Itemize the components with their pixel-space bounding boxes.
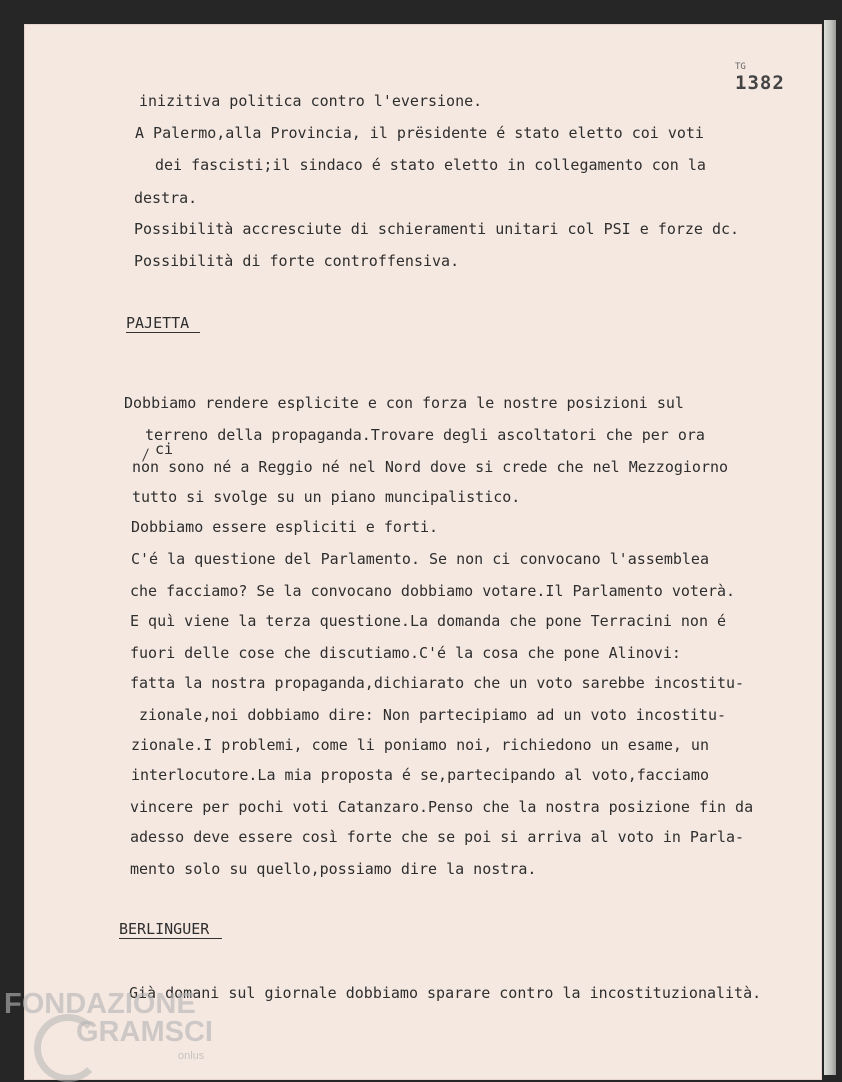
heading-underline xyxy=(119,938,222,939)
text-line: inizitiva politica contro l'eversione. xyxy=(139,92,483,110)
text-line: Dobbiamo essere espliciti e forti. xyxy=(131,518,439,536)
watermark-text: GRAMSCI xyxy=(76,1016,213,1048)
text-line: terreno della propaganda.Trovare degli ascoltatori che per ora xyxy=(145,426,705,444)
watermark-logo xyxy=(4,988,224,1080)
text-line: destra. xyxy=(134,189,198,207)
text-line: non sono né a Reggio né nel Nord dove si crede che nel Mezzogiorno xyxy=(132,458,729,476)
text-line: A Palermo,alla Provincia, il prësidente é stato eletto coi voti xyxy=(135,124,704,142)
watermark-text: onlus xyxy=(178,1050,205,1062)
text-line: fatta la nostra propaganda,dichiarato che un voto sarebbe incostitu- xyxy=(130,674,745,692)
text-line: Possibilità accresciute di schieramenti unitari col PSI e forze dc. xyxy=(134,220,740,238)
speaker-heading: PAJETTA xyxy=(126,314,190,332)
text-line: Possibilità di forte controffensiva. xyxy=(134,252,460,270)
text-line: mento solo su quello,possiamo dire la nostra. xyxy=(130,860,537,878)
text-line: tutto si svolge su un piano muncipalistico. xyxy=(132,488,521,506)
page-stack-edge xyxy=(824,20,836,1075)
speaker-heading: BERLINGUER xyxy=(119,920,210,938)
text-line: adesso deve essere così forte che se poi si arriva al voto in Parla- xyxy=(130,828,745,846)
page-number: 1382 xyxy=(735,72,785,94)
text-line: interlocutore.La mia proposta é se,partecipando al voto,facciamo xyxy=(131,766,709,784)
text-line: Dobbiamo rendere esplicite e con forza le nostre posizioni sul xyxy=(124,394,684,412)
text-line: C'é la questione del Parlamento. Se non ci convocano l'assemblea xyxy=(131,550,709,568)
text-line: fuori delle cose che discutiamo.C'é la cosa che pone Alinovi: xyxy=(130,644,681,662)
page-number-prefix: TG xyxy=(735,62,746,72)
text-line: zionale,noi dobbiamo dire: Non partecipiamo ad un voto incostitu- xyxy=(139,706,726,724)
text-line: vincere per pochi voti Catanzaro.Penso che la nostra posizione fin da xyxy=(130,798,754,816)
text-line: Già domani sul giornale dobbiamo sparare contro la incostituzionalità. xyxy=(129,984,762,1002)
heading-underline xyxy=(126,332,200,333)
watermark-text: FONDAZIONE xyxy=(4,988,196,1020)
text-line: zionale.I problemi, come li poniamo noi, richiedono un esame, un xyxy=(131,736,709,754)
text-line: dei fascisti;il sindaco é stato eletto in collegamento con la xyxy=(155,156,706,174)
text-line: che facciamo? Se la convocano dobbiamo votare.Il Parlamento voterà. xyxy=(130,582,736,600)
text-line: E quì viene la terza questione.La domanda che pone Terracini non é xyxy=(130,612,727,630)
handwritten-insertion: ci xyxy=(155,440,174,458)
